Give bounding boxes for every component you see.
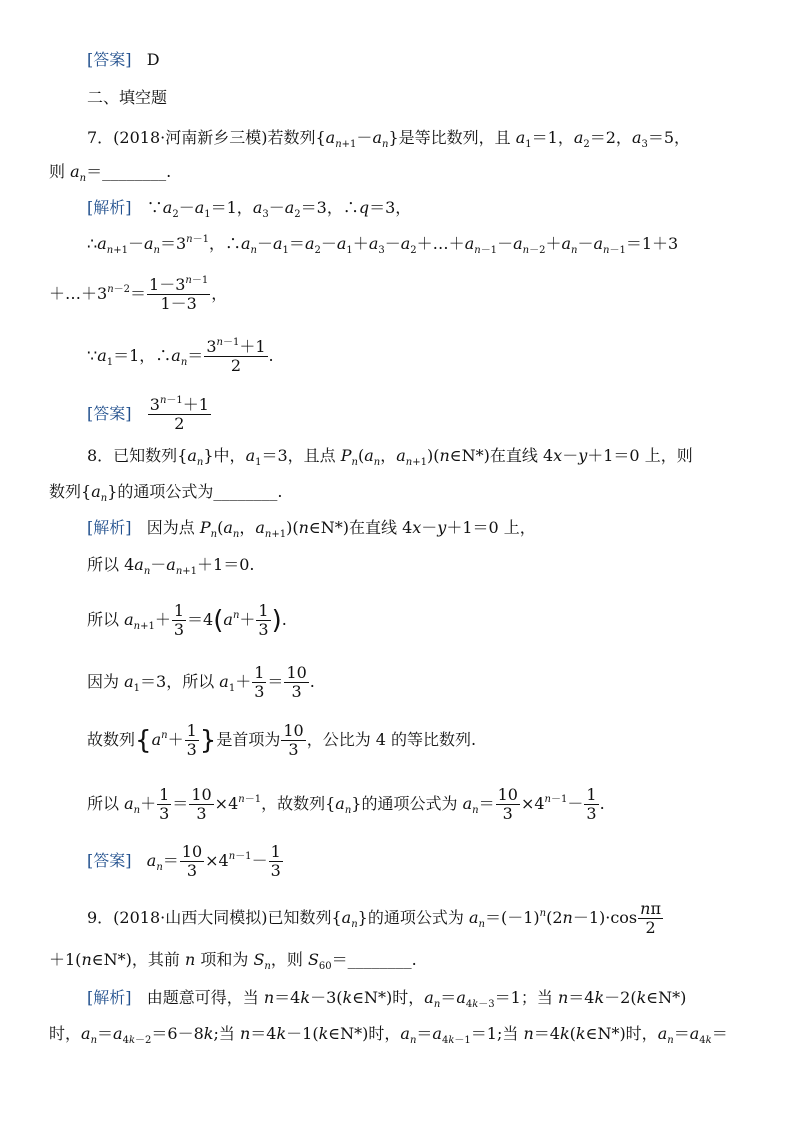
- fraction: $\frac{10}{3}$: [191, 785, 212, 823]
- answer-tag: [答案]: [87, 851, 132, 870]
- question-7-cont: 则 $a_n=\_\_\_\_\_\_\_\_$.: [49, 162, 172, 184]
- answer-line-8: [答案] $a_n=$ $\frac{10}{3}$ $\times 4^{n-1}-$ $\frac{1}{3}$: [87, 842, 281, 880]
- analysis-7-line2: $\therefore a_{n+1}-a_n=3^{n-1}$，$\therefore a_n-a_1=a_2-a_1+a_3-a_2+\dots+a_{n-1}-a_{n-2}+a_n-a_{n-1}=1+3$: [87, 234, 679, 256]
- analysis-8-line4: 因为 $a_1=3$，所以 $a_1+$ $\frac{1}{3}$ ＝ $\frac{10}{3}$ .: [87, 663, 315, 701]
- analysis-7-line3: $+\dots+3^{n-2}=$ $\frac{1-3^{n-1}}{1-3}$ ，: [49, 275, 228, 313]
- analysis-8-line6: 所以 $a_n+$ $\frac{1}{3}$ ＝ $\frac{10}{3}$ $\times 4^{n-1}$，故数列$\{a_n\}$的通项公式为 $a_n=$ $\frac{10}{3}$ $\times 4^{n-1}-$ $\frac{1}{3}$ .: [87, 785, 605, 823]
- section-heading: 二、填空题: [87, 88, 168, 107]
- fraction: $\frac{1}{3}$: [586, 785, 597, 823]
- analysis-9-line1: [解析] 由题意可得，当 n＝4k－3(k∈N*)时，$a_n=a_{4k-3}=1$；当 n＝4k－2(k∈N*): [87, 988, 687, 1010]
- fraction: $\frac{1}{3}$: [270, 842, 281, 880]
- answer-tag: [答案]: [87, 50, 132, 69]
- answer-line-6: [87, 50, 160, 70]
- fraction: $\frac{1}{3}$: [258, 601, 269, 639]
- analysis-8-line2: 所以 $4a_n-a_{n+1}+1=0$.: [87, 555, 255, 577]
- fraction: $\frac{10}{3}$: [286, 663, 307, 701]
- analysis-8-line1: [解析] 因为点 $P_n(a_n$，$a_{n+1})(n\in N*)$在直线 4x－y＋1＝0 上，: [87, 518, 536, 540]
- fraction: $\frac{3^{n-1}+1}{2}$: [206, 337, 266, 375]
- fraction: $\frac{1}{3}$: [159, 785, 170, 823]
- question-9-cont: ＋1(n∈N*)，其前 n 项和为 $S_n$，则 $S_{60}=\_\_\_\_\_\_\_\_$.: [49, 950, 417, 972]
- fraction: $\frac{10}{3}$: [497, 785, 518, 823]
- fraction: $\frac{1}{3}$: [173, 601, 185, 639]
- question-7-lead: 7．(2018·河南新乡三模)若数列: [87, 128, 316, 147]
- question-7: 7．(2018·河南新乡三模)若数列$\{a_{n+1}-a_n\}$是等比数列，且 $a_1=1$，$a_2=2$，$a_3=5$，: [87, 128, 691, 150]
- fraction: $\frac{10}{3}$: [283, 721, 304, 759]
- fraction: $\frac{10}{3}$: [181, 842, 203, 880]
- question-8: 8．已知数列$\{a_n\}$中，$a_1=3$，且点 $P_n(a_n$，$a_{n+1})(n\in N*)$在直线 4x－y＋1＝0 上，则: [87, 446, 693, 468]
- analysis-9-line2: 时，$a_n=a_{4k-2}=6-8k$;当 n＝4k－1(k∈N*)时，$a_n=a_{4k-1}=1$;当 n＝4k(k∈N*)时，$a_n=a_{4k}=$: [49, 1024, 728, 1046]
- answer-blank: ________: [102, 162, 167, 181]
- analysis-tag: [解析]: [87, 518, 132, 537]
- answer-blank: ________: [213, 482, 278, 501]
- analysis-tag: [解析]: [87, 198, 132, 217]
- answer-blank: ________: [347, 950, 412, 969]
- question-9: 9．(2018·山西大同模拟)已知数列$\{a_n\}$的通项公式为 $a_n=(-1)^n(2n-1)\cdot\cos$ $\frac{n\pi}{2}$: [87, 899, 661, 937]
- fraction: $\frac{1-3^{n-1}}{1-3}$: [149, 275, 209, 313]
- question-9-lead: 9．(2018·山西大同模拟)已知数列: [87, 908, 332, 927]
- answer-tag: [答案]: [87, 404, 132, 423]
- fraction: $\frac{1}{3}$: [186, 721, 197, 759]
- question-8-lead: 8．已知数列: [87, 446, 178, 465]
- answer-value: D: [146, 50, 160, 69]
- fraction: $\frac{3^{n-1}+1}{2}$: [149, 395, 209, 433]
- answer-line-7: [87, 396, 212, 433]
- analysis-8-line3: 所以 $a_{n+1}+$ $\frac{1}{3}$ $=4(a^n+$ $\frac{1}{3}$ ).: [87, 601, 287, 639]
- fraction: $\frac{1}{3}$: [254, 663, 265, 701]
- analysis-7-line1: [解析] $\because a_2-a_1=1$，$a_3-a_2=3$，∴q＝3，: [87, 198, 412, 220]
- analysis-8-line5: 故数列{$a^n+$ $\frac{1}{3}$ }是首项为 $\frac{10}{3}$ ，公比为 4 的等比数列.: [87, 721, 477, 759]
- analysis-tag: [解析]: [87, 988, 132, 1007]
- analysis-7-line4: $\because a_1=1$，$\therefore a_n=$ $\frac{3^{n-1}+1}{2}$ .: [87, 337, 274, 375]
- fraction: $\frac{n\pi}{2}$: [640, 899, 661, 937]
- question-8-cont: 数列$\{a_n\}$的通项公式为________.: [49, 482, 283, 504]
